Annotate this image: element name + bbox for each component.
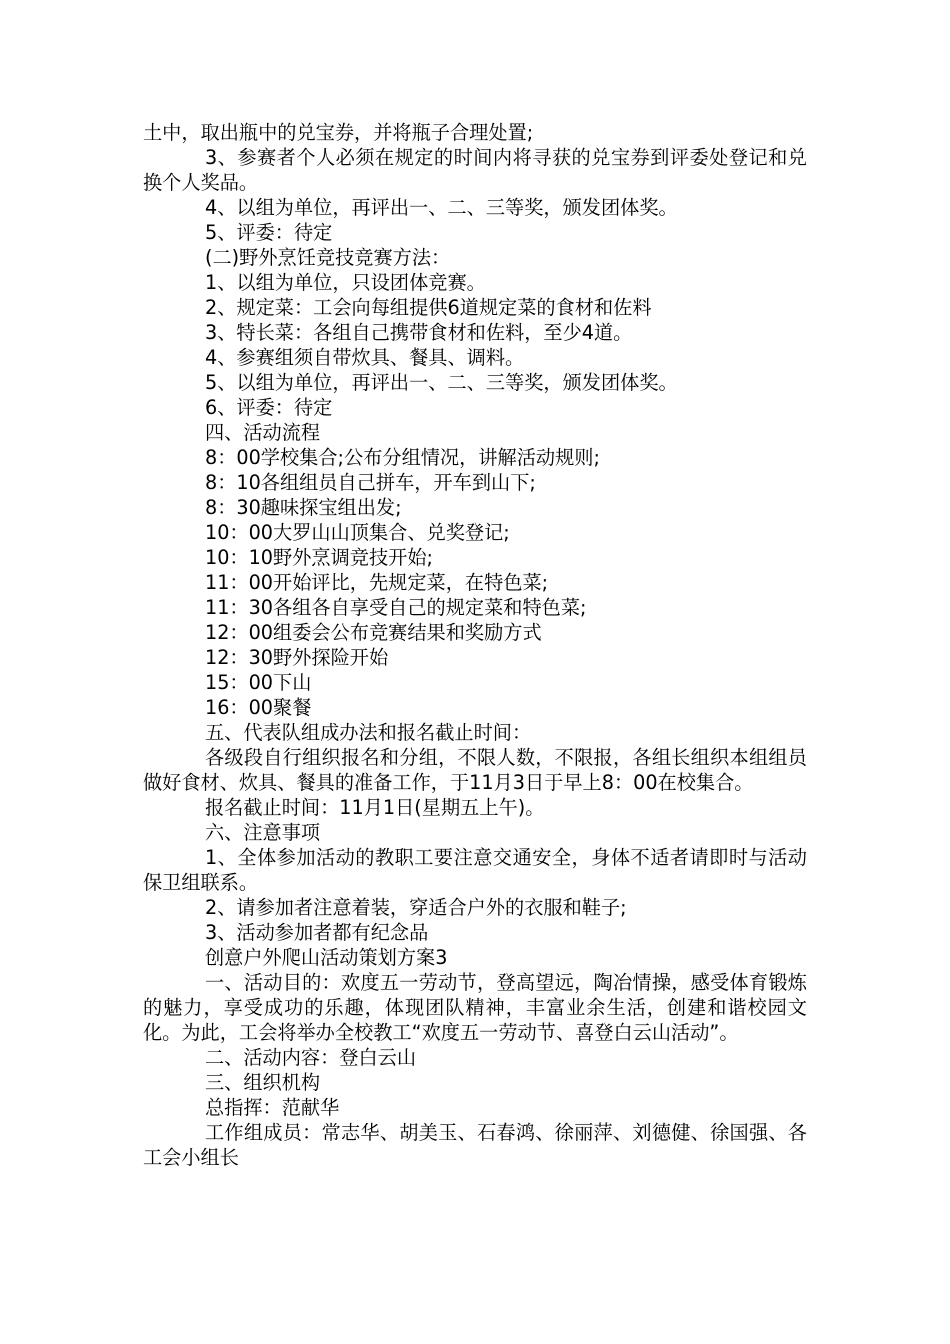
schedule-item: 8：30趣味探宝组出发;: [205, 496, 402, 519]
paragraph: 3、特长菜：各组自己携带食材和佐料，至少4道。: [205, 321, 633, 344]
section-heading: 六、注意事项: [205, 821, 321, 844]
schedule-item: 12：30野外探险开始: [205, 646, 389, 669]
section-heading: 二、活动内容：登白云山: [205, 1046, 417, 1069]
schedule-item: 11：30各组各自享受自己的规定菜和特色菜;: [205, 596, 587, 619]
section-heading: (二)野外烹饪竞技竞赛方法：: [205, 246, 451, 269]
paragraph: 各级段自行组织报名和分组，不限人数，不限报，各组长组织本组组员做好食材、炊具、餐具的准备工作，于11月3日于早上8：00在校集合。: [143, 746, 807, 794]
schedule-item: 10：10野外烹调竞技开始;: [205, 546, 433, 569]
schedule-item: 11：00开始评比，先规定菜，在特色菜;: [205, 571, 549, 594]
paragraph: 一、活动目的：欢度五一劳动节，登高望远，陶冶情操，感受体育锻炼的魅力，享受成功的乐趣，体现团队精神，丰富业余生活，创建和谐校园文化。为此，工会将举办全校教工“欢度五一劳动节、喜登白云山活动”。: [143, 971, 807, 1044]
paragraph: 3、参赛者个人必须在规定的时间内将寻获的兑宝券到评委处登记和兑换个人奖品。: [143, 146, 807, 194]
paragraph: 工作组成员：常志华、胡美玉、石春鸿、徐丽萍、刘德健、徐国强、各工会小组长: [143, 1121, 807, 1169]
section-heading: 四、活动流程: [205, 421, 321, 444]
paragraph: 4、参赛组须自带炊具、餐具、调料。: [205, 346, 525, 369]
paragraph: 5、以组为单位，再评出一、二、三等奖，颁发团体奖。: [205, 371, 678, 394]
paragraph: 2、规定菜：工会向每组提供6道规定菜的食材和佐料: [205, 296, 652, 319]
schedule-item: 12：00组委会公布竞赛结果和奖励方式: [205, 621, 542, 644]
section-heading: 三、组织机构: [205, 1071, 321, 1094]
document-body: [143, 120, 807, 1170]
paragraph: 报名截止时间：11月1日(星期五上午)。: [205, 796, 545, 819]
document-subtitle: 创意户外爬山活动策划方案3: [205, 946, 448, 969]
paragraph: 总指挥：范献华: [205, 1096, 340, 1119]
paragraph: 1、以组为单位，只设团体竞赛。: [205, 271, 486, 294]
paragraph: 1、全体参加活动的教职工要注意交通安全，身体不适者请即时与活动保卫组联系。: [143, 846, 807, 894]
paragraph: 2、请参加者注意着装，穿适合户外的衣服和鞋子;: [205, 896, 627, 919]
paragraph: 3、活动参加者都有纪念品: [205, 921, 429, 944]
schedule-item: 8：10各组组员自己拼车，开车到山下;: [205, 471, 536, 494]
paragraph: 5、评委：待定: [205, 221, 333, 244]
schedule-item: 16：00聚餐: [205, 696, 312, 719]
paragraph: 6、评委：待定: [205, 396, 333, 419]
paragraph: 土中，取出瓶中的兑宝券，并将瓶子合理处置;: [143, 121, 534, 144]
schedule-item: 10：00大罗山山顶集合、兑奖登记;: [205, 521, 510, 544]
paragraph: 4、以组为单位，再评出一、二、三等奖，颁发团体奖。: [205, 196, 678, 219]
section-heading: 五、代表队组成办法和报名截止时间：: [205, 721, 532, 744]
schedule-item: 8：00学校集合;公布分组情况，讲解活动规则;: [205, 446, 600, 469]
schedule-item: 15：00下山: [205, 671, 312, 694]
